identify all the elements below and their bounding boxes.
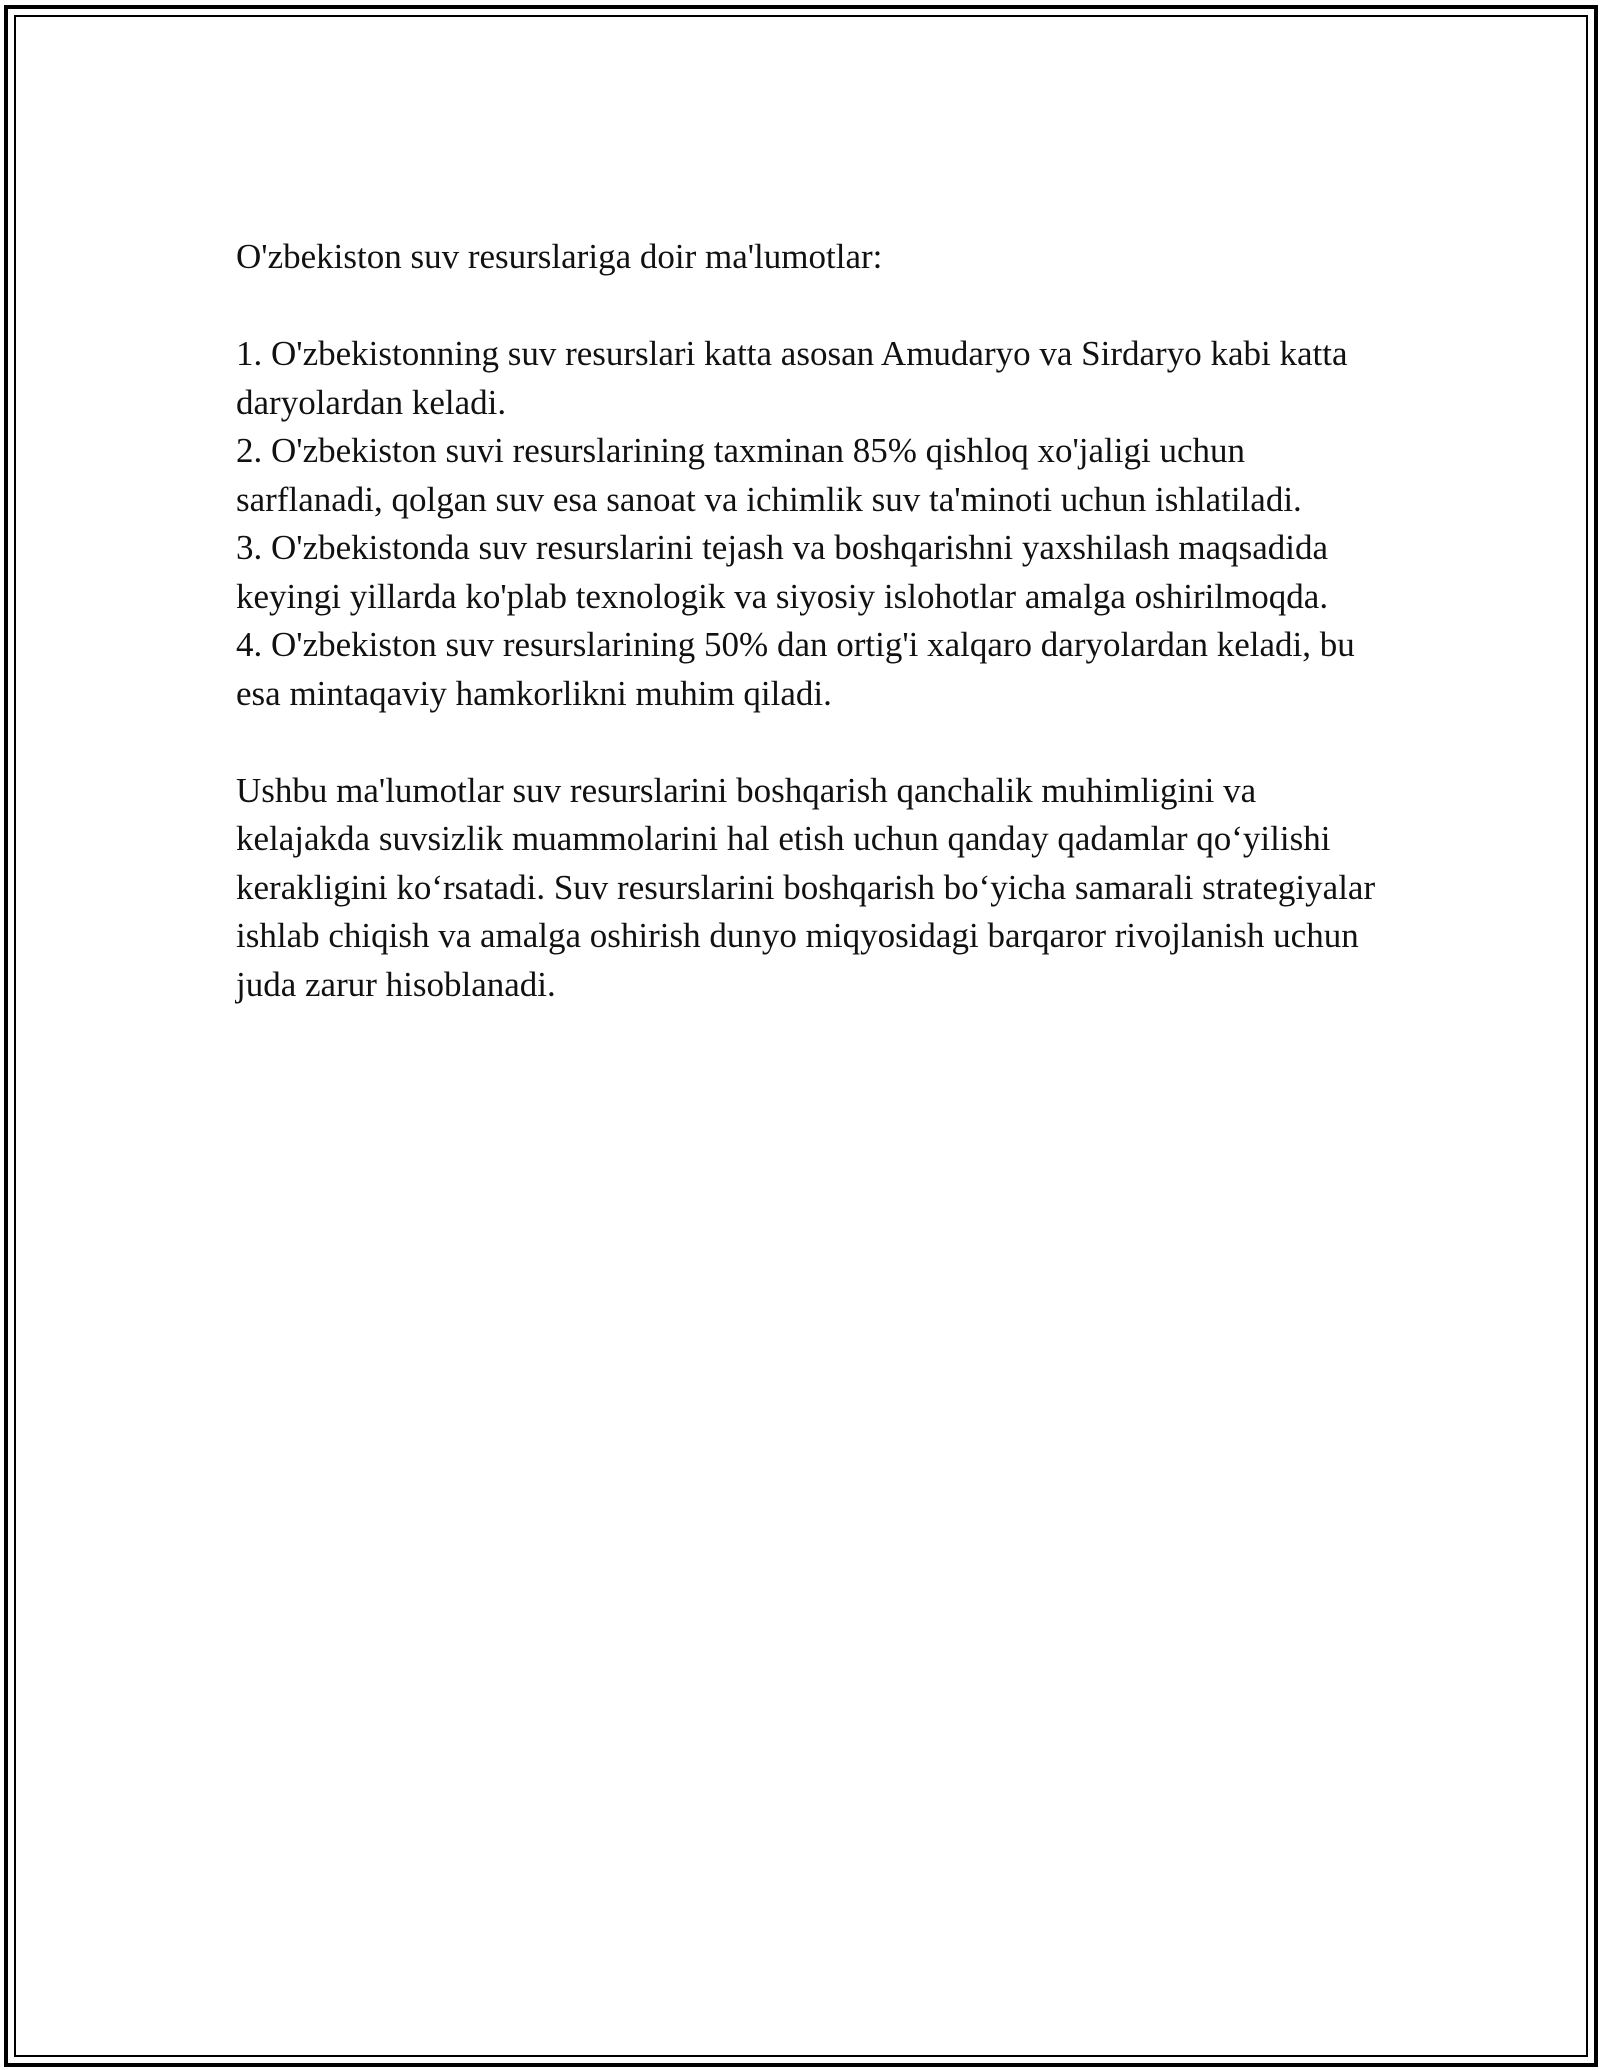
document-heading: O'zbekiston suv resurslariga doir ma'lumotlar: xyxy=(236,237,883,276)
facts-list xyxy=(236,330,1386,718)
fact-item-2: 2. O'zbekiston suvi resurslarining taxminan 85% qishloq xo'jaligi uchun sarflanadi, qolgan suv esa sanoat va ichimlik suv ta'minoti uchun ishlatiladi. xyxy=(236,431,1302,519)
fact-item-1: 1. O'zbekistonning suv resurslari katta asosan Amudaryo va Sirdaryo kabi katta daryolardan keladi. xyxy=(236,334,1348,422)
conclusion-paragraph: Ushbu ma'lumotlar suv resurslarini boshqarish qanchalik muhimligini va kelajakda suvsizlik muammolarini hal etish uchun qanday qadamlar qo‘yilishi kerakligini ko‘rsatadi. Suv resurslarini boshqarish bo‘yicha samarali strategiyalar ishlab chiqish va amalga oshirish dunyo miqyosidagi barqaror rivojlanish uchun juda zarur hisoblanadi. xyxy=(236,770,1376,1004)
fact-item-3: 3. O'zbekistonda suv resurslarini tejash va boshqarishni yaxshilash maqsadida keyingi yillarda ko'plab texnologik va siyosiy islohotlar amalga oshirilmoqda. xyxy=(236,528,1329,616)
fact-item-4: 4. O'zbekiston suv resurslarining 50% dan ortig'i xalqaro daryolardan keladi, bu esa mintaqaviy hamkorlikni muhim qiladi. xyxy=(236,625,1355,713)
document-body xyxy=(236,233,1386,1009)
